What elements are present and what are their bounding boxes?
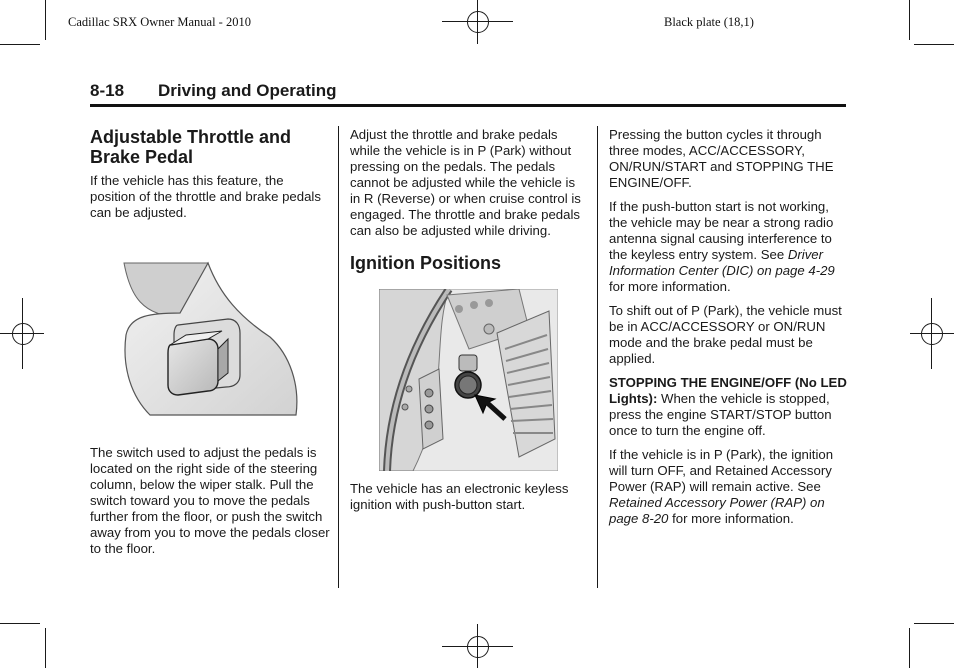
section-title: Driving and Operating (158, 81, 337, 100)
paragraph-shift-out-of-park: To shift out of P (Park), the vehicle must be in ACC/ACCESSORY or ON/RUN mode and the brake pedal must be applied. (609, 303, 842, 366)
ignition-button-illustration (379, 289, 586, 475)
paragraph-rap: If the vehicle is in P (Park), the ignition will turn OFF, and Retained Accessory Power (RAP) will remain active. See Retained Accessory Power (RAP) on page 8-20 for more information. (609, 447, 834, 526)
heading-ignition-positions: Ignition Positions (350, 253, 501, 273)
column-3 (609, 127, 849, 535)
paragraph-switch-location: The switch used to adjust the pedals is located on the right side of the steering column, below the wiper stalk. Pull the switch toward you to move the pedals further from the floor, or push the switch away from you to move the pedals closer to the floor. (90, 445, 330, 556)
column-2 (350, 127, 586, 521)
column-1 (90, 127, 330, 565)
pedal-switch-illustration (90, 255, 330, 429)
stopping-engine-label: STOPPING THE ENGINE/OFF (No LED Lights): (609, 375, 847, 406)
column-divider-1 (338, 126, 339, 588)
paragraph-modes: Pressing the button cycles it through three modes, ACC/ACCESSORY, ON/RUN/START and STOPPING THE ENGINE/OFF. (609, 127, 834, 190)
link-rap[interactable]: Retained Accessory Power (RAP) on page 8-20 (609, 495, 825, 526)
section-header (90, 82, 846, 107)
plate-label: Black plate (18,1) (664, 15, 754, 29)
heading-adjustable-pedal: Adjustable Throttle and Brake Pedal (90, 127, 292, 167)
paragraph-pedal-adjust: Adjust the throttle and brake pedals while the vehicle is in P (Park) without pressing on the pedals. The pedals cannot be adjusted while the vehicle is in R (Reverse) or when cruise control is engaged. The throttle and brake pedals can also be adjusted while driving. (350, 127, 581, 238)
page-number: 8-18 (90, 81, 125, 100)
manual-title: Cadillac SRX Owner Manual - 2010 (68, 15, 251, 29)
paragraph-keyless-ignition: The vehicle has an electronic keyless ignition with push-button start. (350, 481, 569, 512)
paragraph-stopping-engine: STOPPING THE ENGINE/OFF (No LED Lights): When the vehicle is stopped, press the engine START/STOP button once to turn the engine off. (609, 375, 847, 438)
paragraph-intro: If the vehicle has this feature, the position of the throttle and brake pedals can be adjusted. (90, 173, 321, 220)
column-divider-2 (597, 126, 598, 588)
link-dic[interactable]: Driver Information Center (DIC) on page 4-29 (609, 247, 835, 278)
paragraph-push-button-not-working: If the push-button start is not working, the vehicle may be near a strong radio antenna signal causing interference to the keyless entry system. See Driver Information Center (DIC) on page 4-29 for more information. (609, 199, 835, 294)
